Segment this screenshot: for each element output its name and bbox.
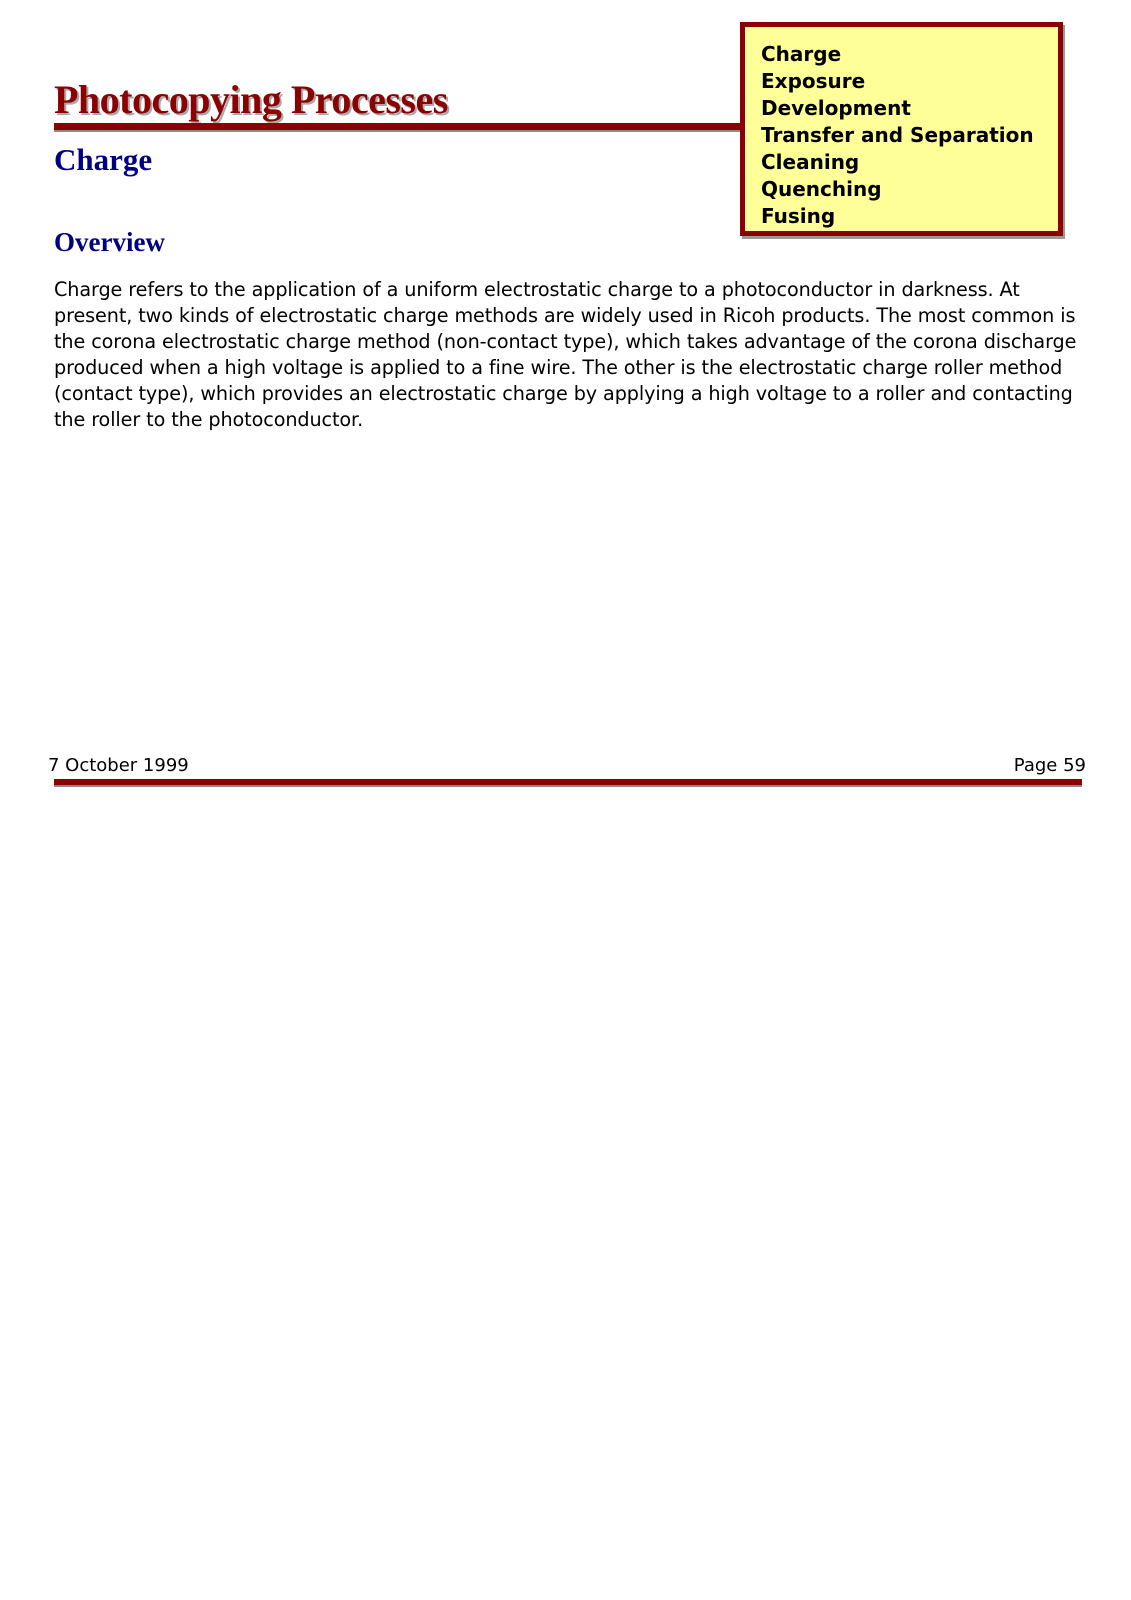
footer-date: 7 October 1999 bbox=[48, 755, 189, 776]
nav-link-exposure[interactable]: Exposure bbox=[761, 69, 866, 93]
document-title: Photocopying Processes bbox=[54, 77, 448, 122]
process-navigation-box bbox=[740, 22, 1063, 236]
nav-link-charge[interactable]: Charge bbox=[761, 42, 842, 66]
overview-heading: Overview bbox=[54, 227, 165, 257]
footer-page-number: Page 59 bbox=[1013, 755, 1086, 776]
nav-link-fusing[interactable]: Fusing bbox=[761, 204, 836, 228]
nav-link-quenching[interactable]: Quenching bbox=[761, 177, 882, 201]
nav-link-transfer-and-separation[interactable]: Transfer and Separation bbox=[761, 123, 1034, 147]
title-divider bbox=[54, 123, 740, 130]
footer-divider bbox=[54, 779, 1082, 785]
section-heading: Charge bbox=[54, 142, 153, 177]
nav-link-development[interactable]: Development bbox=[761, 96, 911, 120]
overview-paragraph: Charge refers to the application of a uniform electrostatic charge to a photoconductor in darkness. At present, two kinds of electrostatic charge methods are widely used in Ricoh products. The most common is the corona electrostatic charge method (non-contact type), which takes advantage of the corona discharge produced when a high voltage is applied to a fine wire. The other is the electrostatic charge roller method (contact type), which provides an electrostatic charge by applying a high voltage to a roller and contacting the roller to the photoconductor. bbox=[54, 278, 1077, 431]
nav-link-cleaning[interactable]: Cleaning bbox=[761, 150, 860, 174]
